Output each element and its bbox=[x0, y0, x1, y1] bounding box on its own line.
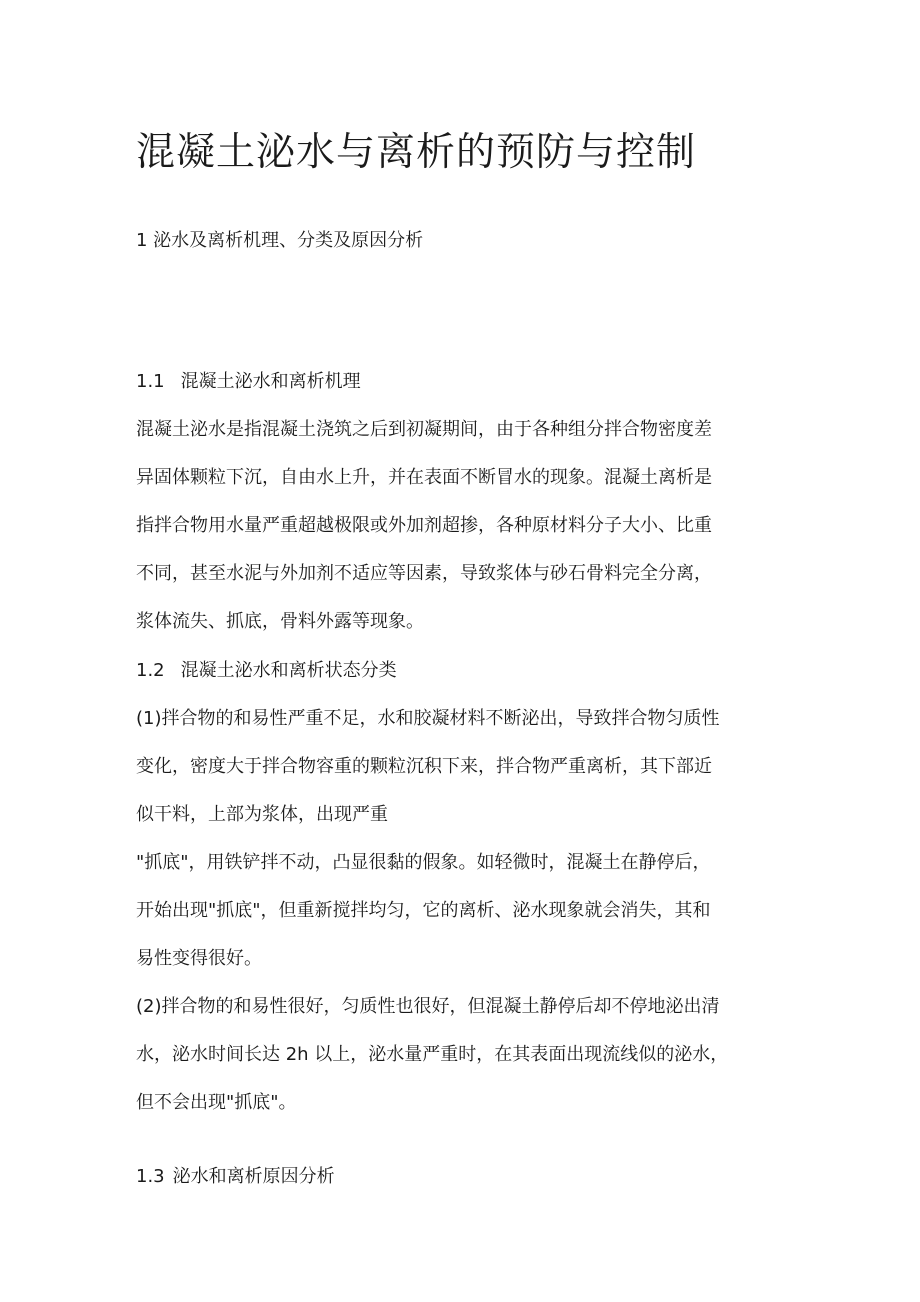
section-heading-1-3 bbox=[136, 1163, 335, 1191]
paragraph-line: (2)拌合物的和易性很好，匀质性也很好，但混凝土静停后却不停地泌出清 bbox=[136, 996, 720, 1017]
paragraph-line: 浆体流失、抓底，骨料外露等现象。 bbox=[136, 611, 424, 632]
section-number: 1.1 bbox=[136, 371, 165, 392]
paragraph-line: (1)拌合物的和易性严重不足，水和胶凝材料不断泌出，导致拌合物匀质性 bbox=[136, 708, 720, 729]
paragraph-line: 易性变得很好。 bbox=[136, 948, 262, 969]
paragraph-line: 指拌合物用水量严重超越极限或外加剂超掺，各种原材料分子大小、比重 bbox=[136, 515, 712, 536]
section-heading-1-1 bbox=[136, 368, 361, 396]
paragraph-line: 不同，甚至水泥与外加剂不适应等因素，导致浆体与砂石骨料完全分离， bbox=[136, 563, 712, 584]
section-title: 混凝土泌水和离析状态分类 bbox=[180, 660, 397, 681]
paragraph-line: 但不会出现"抓底"。 bbox=[136, 1092, 297, 1113]
section-heading-1: 1 泌水及离析机理、分类及原因分析 bbox=[136, 230, 424, 251]
section-heading-1-2 bbox=[136, 657, 397, 685]
paragraph-line: 开始出现"抓底"，但重新搅拌均匀，它的离析、泌水现象就会消失，其和 bbox=[136, 900, 711, 921]
document-title: 混凝土泌水与离析的预防与控制 bbox=[136, 130, 697, 175]
paragraph-classification-1 bbox=[136, 695, 796, 983]
paragraph-line: 异固体颗粒下沉，自由水上升，并在表面不断冒水的现象。混凝土离析是 bbox=[136, 467, 712, 488]
section-number: 1.3 bbox=[136, 1166, 165, 1187]
section-title: 混凝土泌水和离析机理 bbox=[180, 371, 361, 392]
paragraph-classification-2 bbox=[136, 983, 796, 1127]
section-title: 泌水和离析原因分析 bbox=[172, 1166, 335, 1187]
paragraph-line: 似干料，上部为浆体，出现严重 bbox=[136, 804, 388, 825]
paragraph-line: 混凝土泌水是指混凝土浇筑之后到初凝期间，由于各种组分拌合物密度差 bbox=[136, 419, 712, 440]
paragraph-line: 水，泌水时间长达 2h 以上，泌水量严重时，在其表面出现流线似的泌水， bbox=[136, 1044, 729, 1065]
paragraph-mechanism bbox=[136, 406, 796, 646]
paragraph-line: 变化，密度大于拌合物容重的颗粒沉积下来，拌合物严重离析，其下部近 bbox=[136, 756, 712, 777]
section-number: 1.2 bbox=[136, 660, 165, 681]
paragraph-line: "抓底"，用铁铲拌不动，凸显很黏的假象。如轻微时，混凝土在静停后， bbox=[136, 852, 711, 873]
